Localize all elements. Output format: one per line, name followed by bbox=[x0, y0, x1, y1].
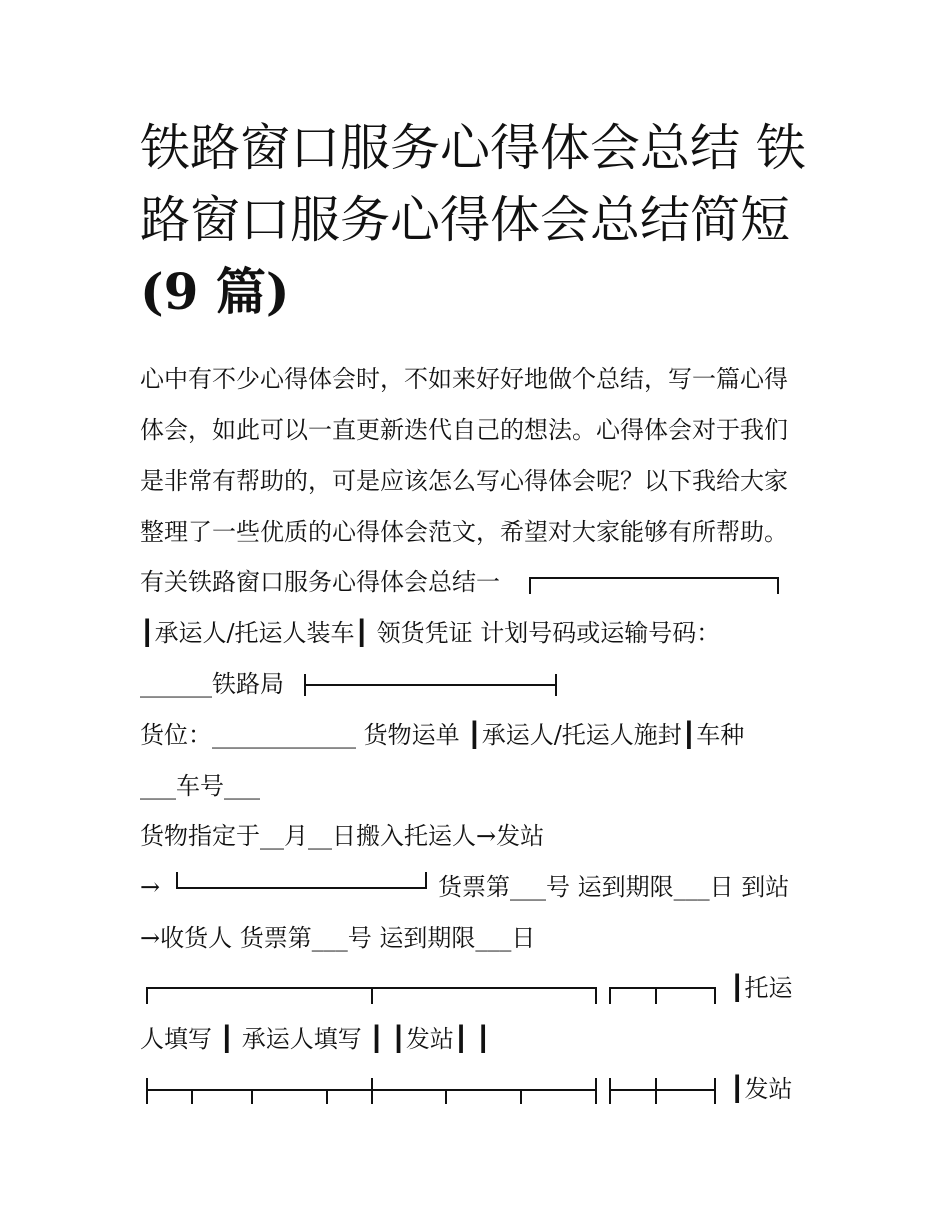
intro-line: 整理了一些优质的心得体会范文，希望对大家能够有所帮助。 bbox=[140, 518, 788, 546]
shipper-fill-label: ┃托运 bbox=[730, 974, 793, 1002]
form-row-2 bbox=[140, 669, 284, 699]
title-line-1: 铁路窗口服务心得体会总结 铁 bbox=[140, 119, 806, 177]
arrow-text: → bbox=[140, 873, 161, 901]
intro-line: 心中有不少心得体会时，不如来好好地做个总结，写一篇心得 bbox=[140, 365, 788, 393]
form-row-4: ___车号___ bbox=[140, 772, 260, 800]
section-heading-text: 有关铁路窗口服务心得体会总结一 bbox=[140, 568, 500, 596]
title-line-2: 路窗口服务心得体会总结简短 bbox=[140, 191, 790, 249]
form-row-7: →收货人 货票第___号 运到期限___日 bbox=[140, 924, 536, 952]
form-row-6 bbox=[140, 872, 160, 902]
railway-bureau-label: ______铁路局 bbox=[140, 670, 284, 698]
section-heading bbox=[140, 567, 500, 597]
origin-station-label: ┃发站 bbox=[730, 1075, 793, 1103]
waybill-number-text: 货票第___号 运到期限___日 到站 bbox=[438, 873, 790, 901]
form-row-3: 货位：____________ 货物运单 ┃承运人/托运人施封┃车种 bbox=[140, 721, 745, 749]
table-mid-border bbox=[302, 672, 560, 698]
document-title bbox=[140, 112, 820, 328]
form-row-5: 货物指定于__月__日搬入托运人→发站 bbox=[140, 822, 545, 850]
table-divider-row bbox=[144, 1076, 724, 1106]
form-row-1: ┃承运人/托运人装车┃ 领货凭证 计划号码或运输号码： bbox=[140, 619, 721, 647]
form-row-9: 人填写 ┃ 承运人填写 ┃ ┃发站┃ ┃ bbox=[140, 1025, 491, 1053]
table-top-border bbox=[528, 574, 782, 596]
table-header-border bbox=[144, 982, 724, 1006]
title-line-3: (9 篇) bbox=[140, 262, 290, 321]
intro-line: 是非常有帮助的，可是应该怎么写心得体会呢？以下我给大家 bbox=[140, 467, 788, 495]
intro-line: 体会，如此可以一直更新迭代自己的想法。心得体会对于我们 bbox=[140, 416, 788, 444]
table-bottom-border bbox=[174, 870, 430, 892]
